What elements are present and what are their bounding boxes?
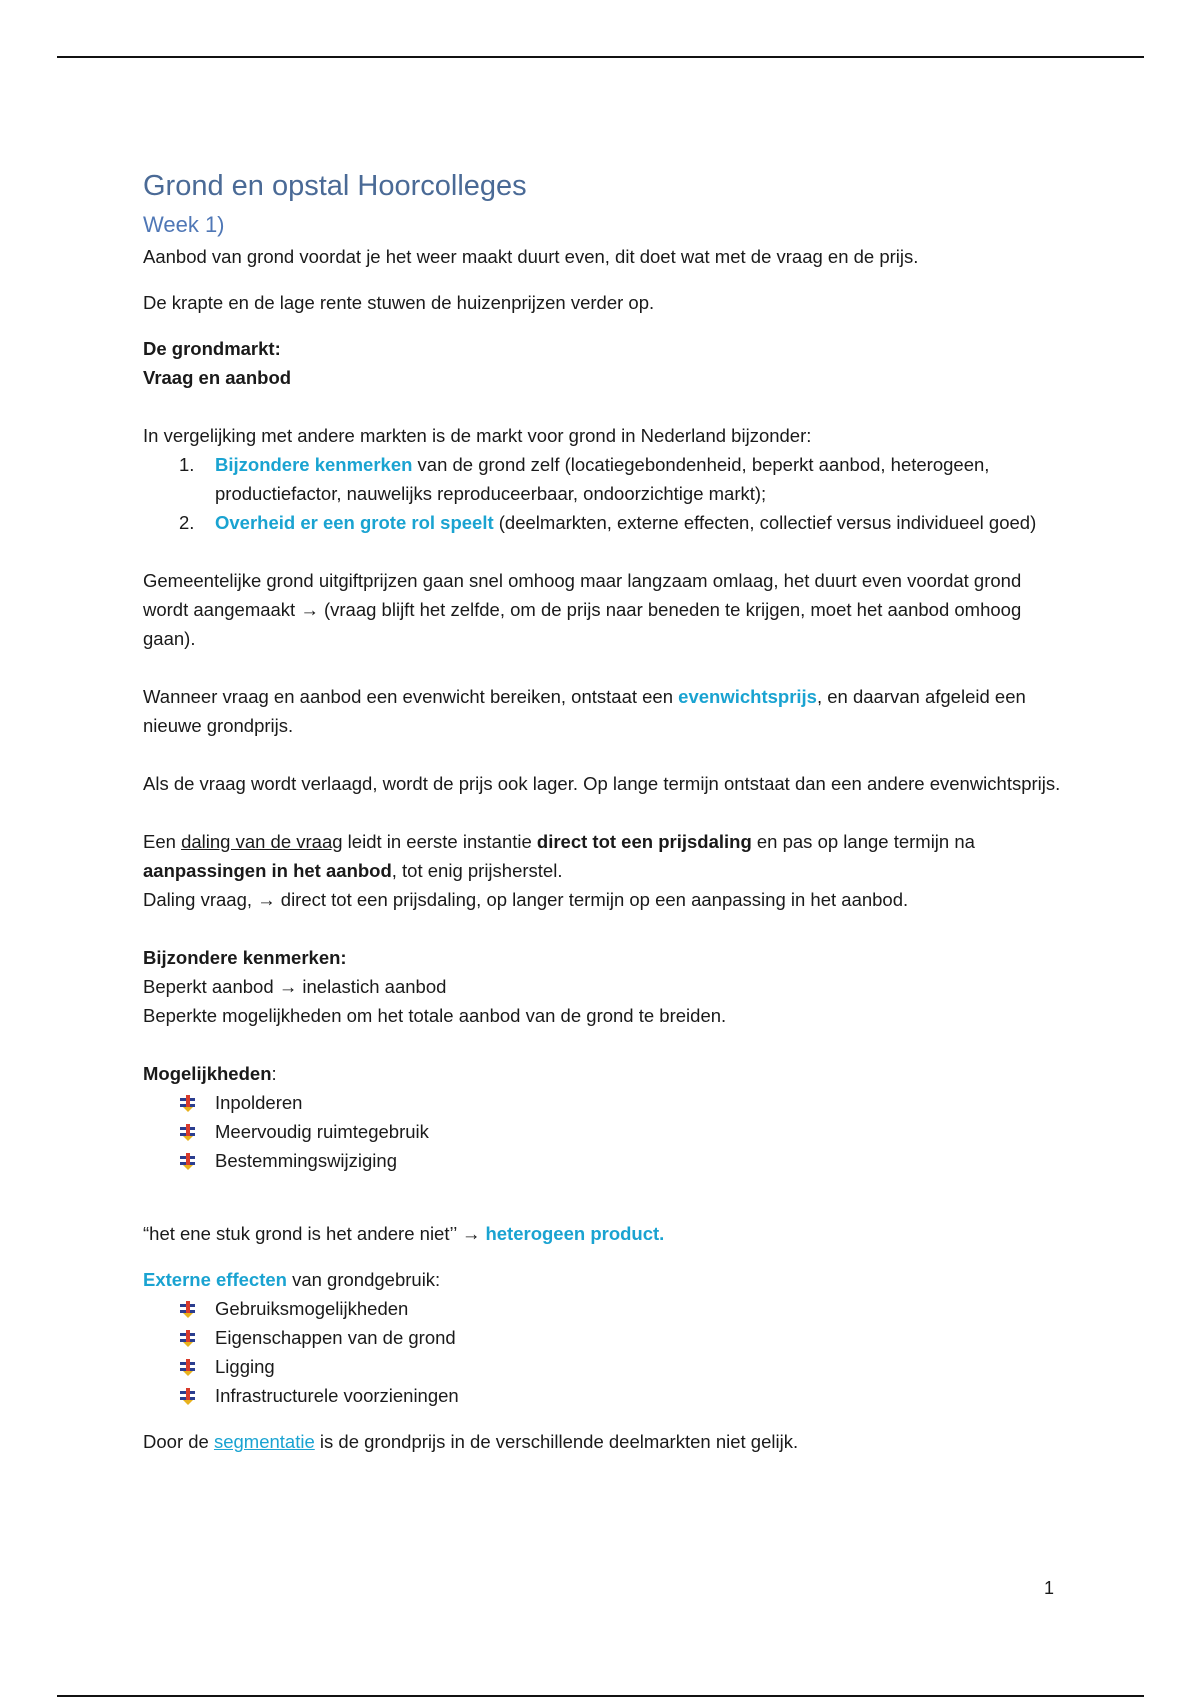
paragraph: In vergelijking met andere markten is de markt voor grond in Nederland bijzonder: [143,425,812,446]
paragraph: Wanneer vraag en aanbod een evenwicht bereiken, ontstaat een evenwichtsprijs, en daarvan afgeleid een nieuwe grondprijs. [143,686,1026,736]
arrow-bullet-icon [179,1123,197,1141]
page-number: 1 [1044,1578,1055,1598]
subheading: Bijzondere kenmerken: [143,947,347,968]
list-item: Ligging [143,1352,1063,1381]
header-rule [57,56,1144,58]
list-item: Infrastructurele voorzieningen [143,1381,1063,1410]
list-item: Bestemmingswijziging [143,1146,1063,1175]
arrow-bullet-icon [179,1329,197,1347]
segmentatie-link[interactable]: segmentatie [213,1431,315,1452]
list-item: 1. Bijzondere kenmerken van de grond zelf (locatiegebondenheid, beperkt aanbod, heterogeen, productiefactor, nauwelijks reproduceerbaar, ondoorzichtige markt); [179,454,990,504]
subheading: Mogelijkheden: [143,1063,277,1084]
paragraph: Daling vraag, → direct tot een prijsdaling, op langer termijn op een aanpassing in het aanbod. [143,889,909,910]
arrow-bullet-icon [179,1152,197,1170]
arrow-bullet-icon [179,1094,197,1112]
document-title: Grond en opstal Hoorcolleges [143,170,527,202]
list-item: Meervoudig ruimtegebruik [143,1117,1063,1146]
paragraph: Beperkte mogelijkheden om het totale aanbod van de grond te breiden. [143,1005,727,1026]
subheading [143,334,1063,363]
paragraph: Beperkt aanbod → inelastich aanbod [143,976,447,997]
paragraph: De krapte en de lage rente stuwen de huizenprijzen verder op. [143,292,655,313]
paragraph: Aanbod van grond voordat je het weer maakt duurt even, dit doet wat met de vraag en de prijs. [143,246,919,267]
numbered-list [143,450,1063,537]
subheading [143,363,1063,392]
list-item: Gebruiksmogelijkheden [143,1294,1063,1323]
list-item: 2. Overheid er een grote rol speelt (deelmarkten, externe effecten, collectief versus individueel goed) [179,512,1037,533]
paragraph: Externe effecten van grondgebruik: [143,1269,441,1290]
paragraph: Een daling van de vraag leidt in eerste instantie direct tot een prijsdaling en pas op lange termijn na aanpassingen in het aanbod, tot enig prijsherstel. [143,831,975,881]
arrow-bullet-icon [179,1300,197,1318]
paragraph: Door de segmentatie is de grondprijs in de verschillende deelmarkten niet gelijk. [143,1431,799,1452]
arrow-bullet-icon [179,1387,197,1405]
subheading-grondmarkt: De grondmarkt: [143,338,281,359]
section-heading-week: Week 1) [143,212,225,237]
footer-rule [57,1695,1144,1697]
list-item: Eigenschappen van de grond [143,1323,1063,1352]
subheading-vraag-aanbod: Vraag en aanbod [143,367,292,388]
paragraph: Als de vraag wordt verlaagd, wordt de prijs ook lager. Op lange termijn ontstaat dan een andere evenwichtsprijs. [143,773,1061,794]
paragraph: “het ene stuk grond is het andere niet’’ → heterogeen product. [143,1223,665,1244]
paragraph: Gemeentelijke grond uitgiftprijzen gaan snel omhoog maar langzaam omlaag, het duurt even voordat grond wordt aangemaakt → (vraag blijft het zelfde, om de prijs naar beneden te krijgen, moet het aanbod omhoog gaan). [143,570,1022,649]
list-item: Inpolderen [143,1088,1063,1117]
bullet-list-externe-effecten [143,1294,1063,1410]
document-body [143,168,1063,1456]
bullet-list-mogelijkheden [143,1088,1063,1175]
arrow-bullet-icon [179,1358,197,1376]
